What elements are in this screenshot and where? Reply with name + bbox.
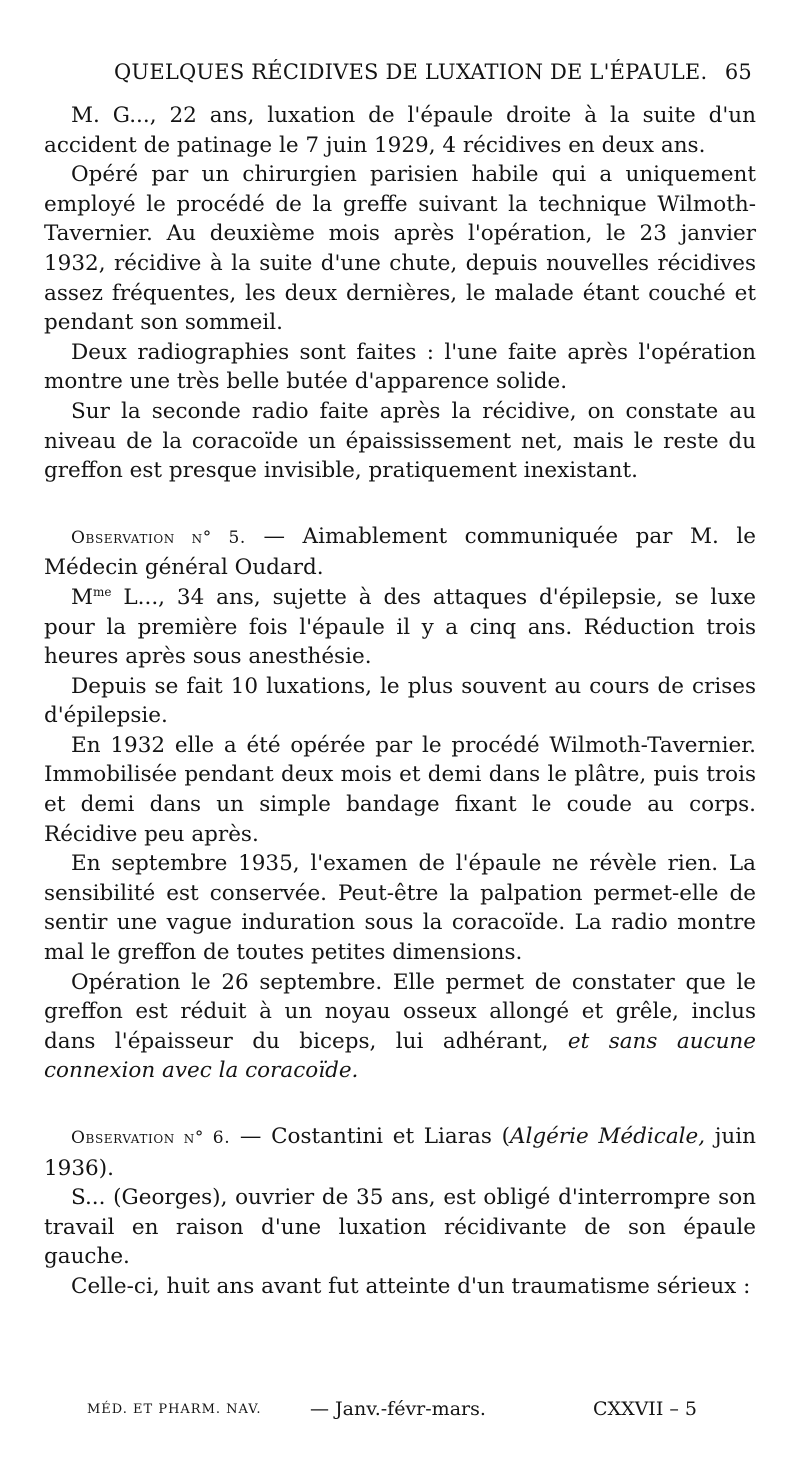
paragraph-text: Opération le 26 septembre. Elle permet de constater que le greffon est réduit à un noyau osseux allongé et grêle, inclus dans l'épaisseur du biceps, lui adhérant, [44, 969, 756, 1054]
paragraph: En septembre 1935, l'examen de l'épaule ne révèle rien. La sensibilité est conservée. Peut-être la palpation permet-elle de sentir une vague induration sous la coracoïde. La radio montre mal le greffon de toutes petites dimensions. [44, 851, 756, 966]
paragraph: S... (Georges), ouvrier de 35 ans, est obligé d'interrompre son travail en raison d'une luxation récidivante de son épaule gauche. [44, 1185, 756, 1270]
observation-label: Observation n° 5. [71, 527, 246, 548]
observation-5-heading [44, 522, 756, 583]
footer-dash: — [310, 1398, 336, 1420]
paragraph: Sur la seconde radio faite après la récidive, on constate au niveau de la coracoïde un épaississement net, mais le reste du greffon est presque invisible, pratiquement inexistant. [44, 398, 756, 484]
footer-date [310, 1398, 486, 1420]
paragraph: Opéré par un chirurgien parisien habile qui a uniquement employé le procédé de la greffe suivant la technique Wilmoth-Tavernier. Au deuxième mois après l'opération, le 23 janvier 1932, récidive à la suite d'une chute, depuis nouvelles récidives assez fréquentes, les deux dernières, le malade étant couché et pendant son sommeil. [44, 162, 756, 336]
paragraph: M. G..., 22 ans, luxation de l'épaule droite à la suite d'un accident de patinage le 7 juin 1929, 4 récidives en deux ans. [44, 103, 756, 158]
paragraph [44, 968, 756, 1086]
footer-journal: MÉD. ET PHARM. NAV. [87, 1402, 262, 1417]
citation-date: juin 1936). [44, 1124, 756, 1181]
running-title: QUELQUES RÉCIDIVES DE LUXATION DE L'ÉPAULE. [114, 60, 708, 84]
paragraph: Depuis se fait 10 luxations, le plus souvent au cours de crises d'épilepsie. [44, 673, 756, 729]
italic-emphasis: et sans aucune connexion avec la coracoïde. [44, 1028, 756, 1084]
footer-date-text: Janv.-févr-mars. [335, 1398, 486, 1420]
journal-citation: Algérie Médicale, [509, 1124, 706, 1149]
page-number: 65 [724, 60, 752, 84]
paragraph-text: L..., 34 ans, sujette à des attaques d'épilepsie, se luxe pour la première fois l'épaule il y a cinq ans. Réduction trois heures après sous anesthésie. [44, 584, 756, 670]
observation-source: — Costantini et Liaras ( [230, 1124, 510, 1149]
paragraph [44, 583, 756, 672]
observation-label: Observation n° 6. [71, 1128, 231, 1148]
paragraph: Celle-ci, huit ans avant fut atteinte d'un traumatisme sérieux : [71, 1273, 751, 1299]
title-superscript: me [93, 584, 112, 599]
paragraph: Deux radiographies sont faites : l'une faite après l'opération montre une très belle butée d'apparence solide. [44, 339, 756, 395]
title-prefix: M [71, 584, 94, 610]
observation-source: — Aimablement communiquée par M. le Médecin général Oudard. [44, 523, 756, 581]
paragraph: En 1932 elle a été opérée par le procédé Wilmoth-Tavernier. Immobilisée pendant deux mois et demi dans le plâtre, puis trois et demi dans un simple bandage fixant le coude au corps. Récidive peu après. [44, 732, 756, 847]
body-text [44, 101, 756, 1302]
observation-6-heading [44, 1122, 756, 1183]
footer-reference: CXXVII – 5 [593, 1398, 697, 1420]
